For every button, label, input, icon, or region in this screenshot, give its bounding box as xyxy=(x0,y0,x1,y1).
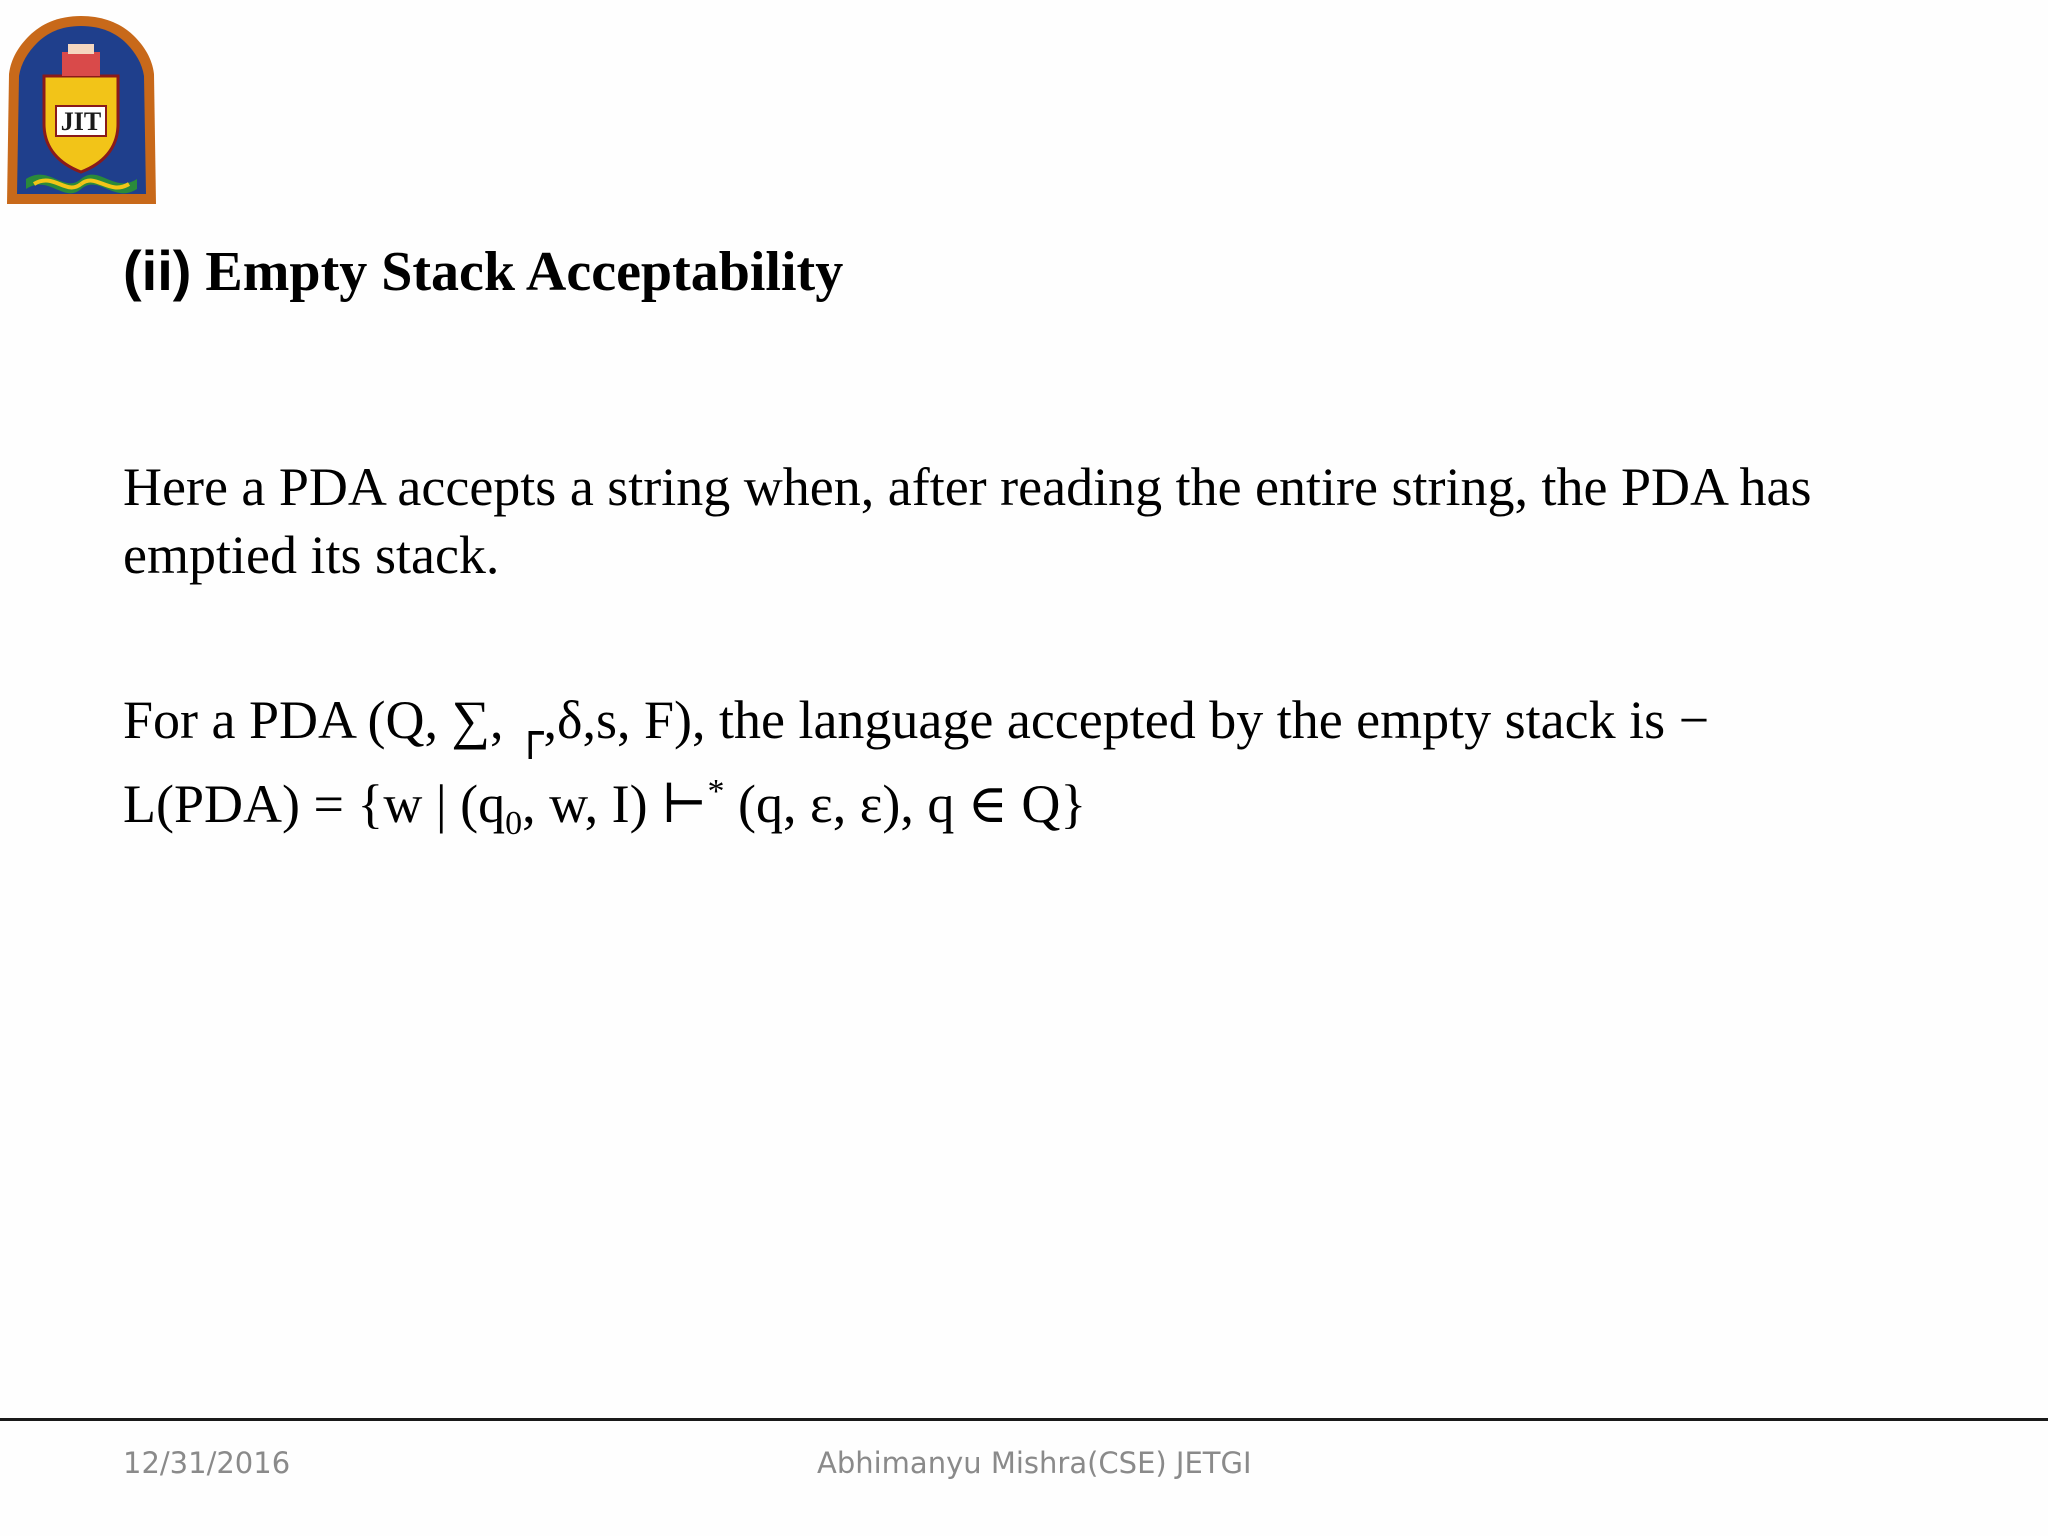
slide-title xyxy=(123,238,843,304)
formula-superscript: * xyxy=(707,773,725,810)
footer-divider xyxy=(0,1418,2048,1421)
language-formula xyxy=(123,770,1087,842)
title-prefix: (ii) xyxy=(123,239,192,302)
formula-part-2: , w, I) ⊢ xyxy=(522,774,708,834)
college-logo xyxy=(4,14,159,207)
paragraph-definition: Here a PDA accepts a string when, after reading the entire string, the PDA has emptied its stack. xyxy=(123,457,1812,585)
tuple-text-end: ,δ,s, F), the language accepted by the empty stack is − xyxy=(543,690,1710,750)
formula-part-3: (q, ε, ε), q ∈ Q} xyxy=(724,774,1087,834)
footer-author: Abhimanyu Mishra(CSE) JETGI xyxy=(817,1446,1252,1480)
title-text: Empty Stack Acceptability xyxy=(191,241,844,303)
formula-subscript: 0 xyxy=(505,805,523,842)
formula-part-1: L(PDA) = {w | (q xyxy=(123,774,506,834)
gamma-symbol: ┌ xyxy=(517,708,544,759)
footer-date: 12/31/2016 xyxy=(123,1446,291,1480)
paragraph-pda-tuple xyxy=(123,686,1709,758)
tuple-text-start: For a PDA (Q, ∑, xyxy=(123,690,518,750)
logo-text: JIT xyxy=(60,107,102,136)
